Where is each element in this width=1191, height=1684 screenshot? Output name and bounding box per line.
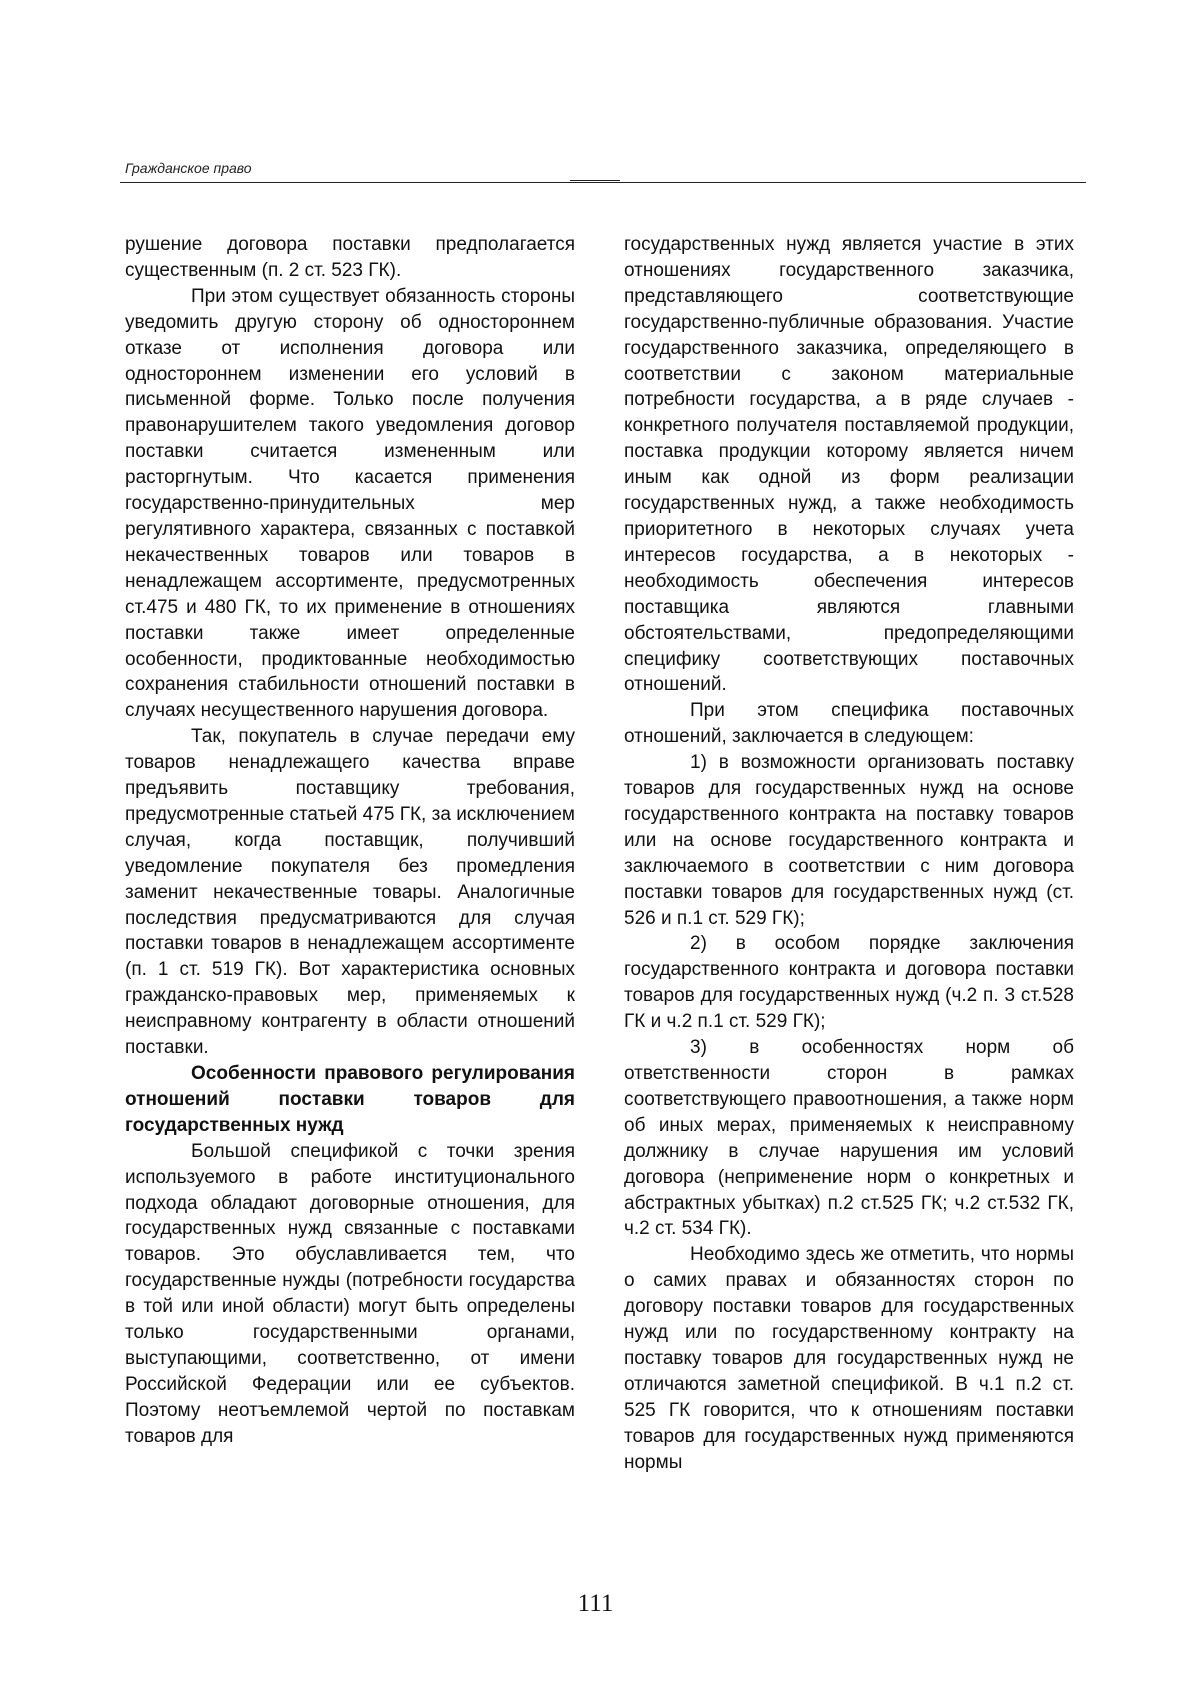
list-item: 3) в особенностях норм об ответственности сторон в рамках соответствующего правоотношения, а также норм об иных мерах, применяемых к неисправному должнику в случае нарушения им условий договора (неприменение норм о конкретных и абстрактных убытках) п.2 ст.525 ГК; ч.2 ст.532 ГК, ч.2 ст. 534 ГК). (624, 1037, 1074, 1240)
paragraph: При этом существует обязанность стороны уведомить другую сторону об одностороннем отказе от исполнения договора или одностороннем изменении его условий в письменной форме. Только после получения правонарушителем такого уведомления договор поставки считается измененным или расторгнутым. Что касается применения государственно-принудительных мер регулятивного характера, связанных с поставкой некачественных товаров или товаров в ненадлежащем ассортименте, предусмотренных ст.475 и 480 ГК, то их применение в отношениях поставки также имеет определенные особенности, продиктованные необходимостью сохранения стабильности отношений поставки в случаях несущественного нарушения договора. (125, 285, 575, 722)
list-item: 1) в возможности организовать поставку товаров для государственных нужд на основе государственного контракта на поставку товаров или на основе государственного контракта и заключаемого в соответствии с ним договора поставки товаров для государственных нужд (ст. 526 и п.1 ст. 529 ГК); (624, 752, 1074, 929)
page-number: 111 (577, 1590, 614, 1617)
left-column (125, 232, 575, 1450)
list-item: 2) в особом порядке заключения государственного контракта и договора поставки товаров для государственных нужд (ч.2 п. 3 ст.528 ГК и ч.2 п.1 ст. 529 ГК); (624, 933, 1074, 1033)
paragraph: Необходимо здесь же отметить, что нормы о самих правах и обязанностях сторон по договору поставки товаров для государственных нужд или по государственному контракту на поставку товаров для государственных нужд не отличаются заметной спецификой. В ч.1 п.2 ст. 525 ГК говорится, что к отношениям поставки товаров для государственных нужд применяются нормы (624, 1244, 1074, 1473)
paragraph: государственных нужд является участие в этих отношениях государственного заказчика, представляющего соответствующие государственно-публичные образования. Участие государственного заказчика, определяющего в соответствии с законом материальные потребности государства, а в ряде случаев - конкретного получателя поставляемой продукции, поставка продукции которому является ничем иным как одной из форм реализации государственных нужд, а также необходимость приоритетного в некоторых случаях учета интересов государства, а в некоторых - необходимость обеспечения интересов поставщика являются главными обстоятельствами, предопределяющими специфику соответствующих поставочных отношений. (624, 234, 1074, 696)
right-column (624, 232, 1074, 1476)
paragraph: рушение договора поставки предполагается существенным (п. 2 ст. 523 ГК). (125, 234, 575, 281)
header-rule-accent (570, 180, 620, 181)
paragraph: Большой спецификой с точки зрения используемого в работе институционального подхода обладают договорные отношения, для государственных нужд связанные с поставками товаров. Это обуславливается тем, что государственные нужды (потребности государства в той или иной области) могут быть определены только государственными органами, выступающими, соответственно, от имени Российской Федерации или ее субъектов. Поэтому неотъемлемой чертой по поставкам товаров для (125, 1140, 575, 1447)
paragraph: При этом специфика поставочных отношений, заключается в следующем: (624, 700, 1074, 748)
paragraph: Так, покупатель в случае передачи ему товаров ненадлежащего качества вправе предъявить поставщику требования, предусмотренные статьей 475 ГК, за исключением случая, когда поставщик, получивший уведомление покупателя без промедления заменит некачественные товары. Аналогичные последствия предусматриваются для случая поставки товаров в ненадлежащем ассортименте (п. 1 ст. 519 ГК). Вот характеристика основных гражданско-правовых мер, применяемых к неисправному контрагенту в области отношений поставки. (125, 726, 575, 1059)
section-heading: Особенности правового регулирования отношений поставки товаров для государственных нужд (125, 1063, 575, 1136)
section-title: Гражданское право (125, 160, 252, 176)
header-rule (120, 182, 1086, 183)
running-header (125, 160, 1085, 176)
